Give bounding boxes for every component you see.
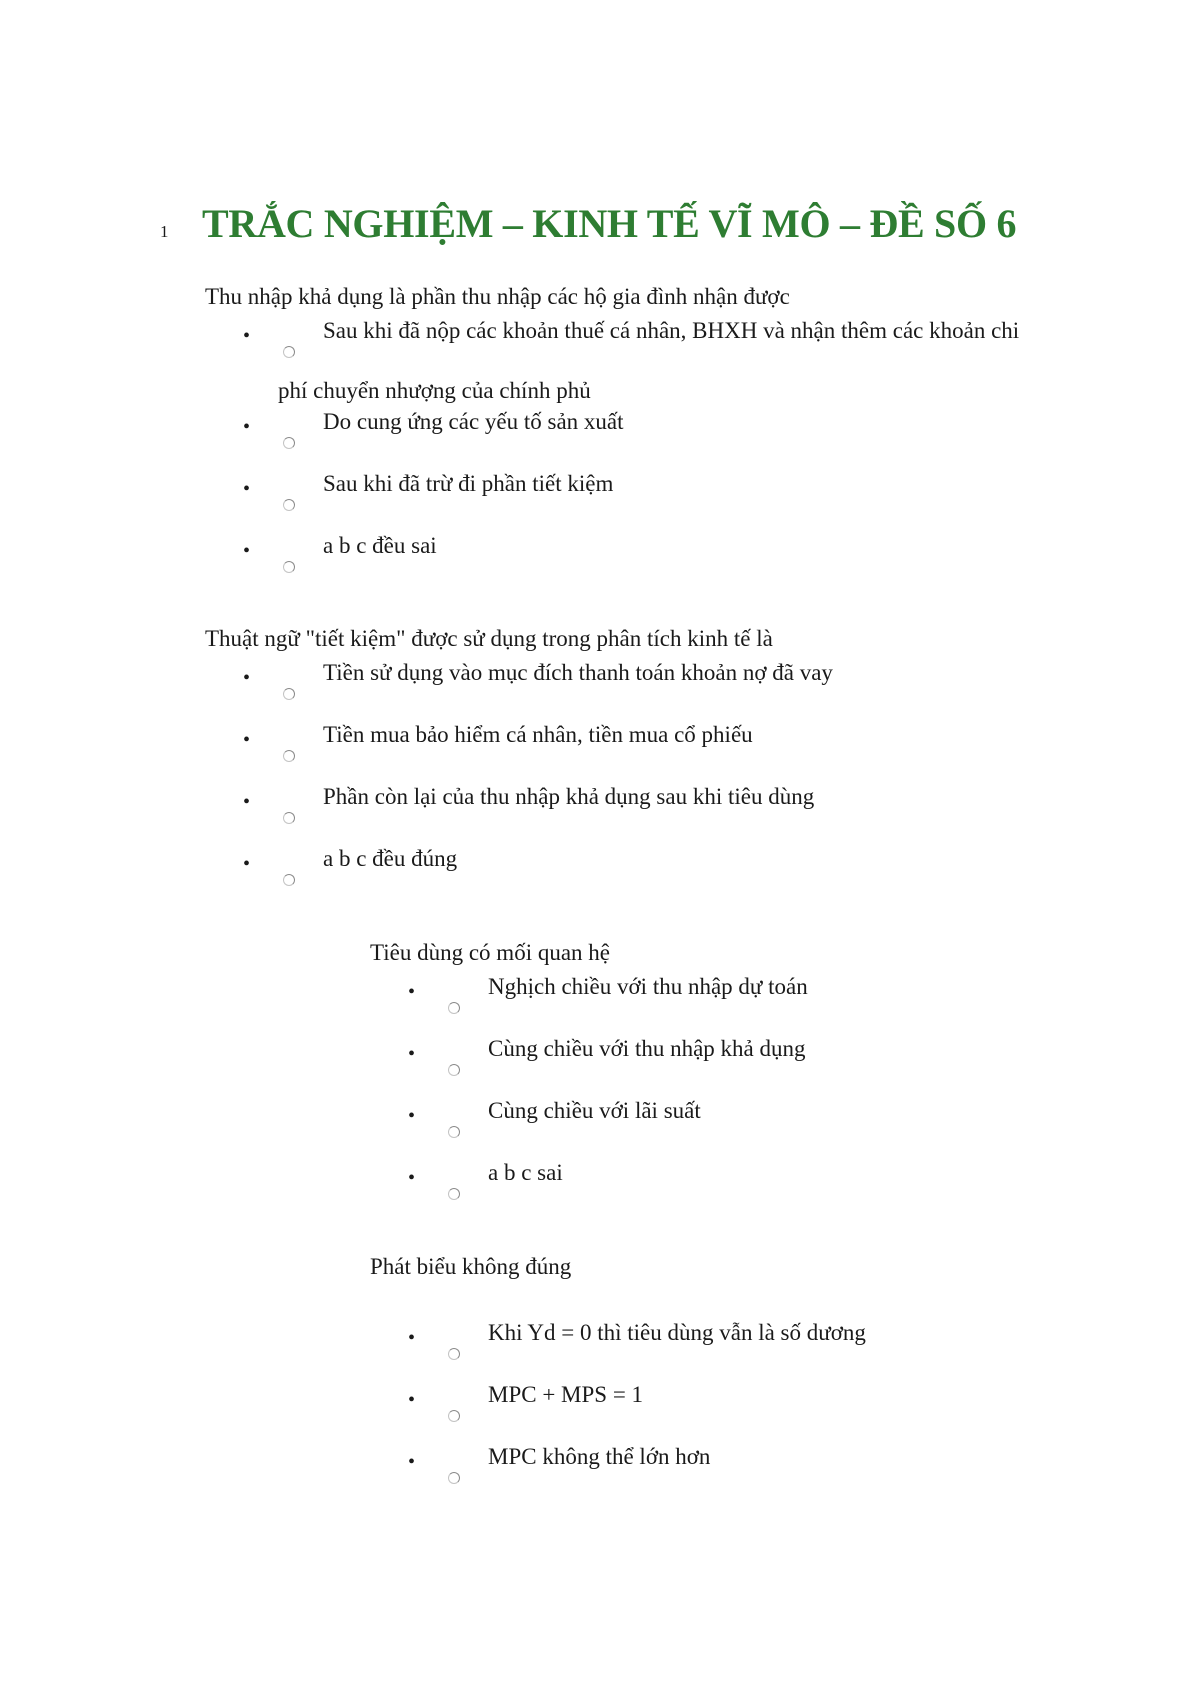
bullet-icon: •	[408, 1105, 416, 1127]
option-label: Cùng chiều với lãi suất	[488, 1098, 701, 1123]
option-label: a b c sai	[488, 1160, 563, 1185]
bullet-icon: •	[408, 1389, 416, 1411]
radio-button-icon[interactable]	[448, 1348, 460, 1360]
radio-button-icon[interactable]	[448, 1002, 460, 1014]
bullet-icon: •	[243, 325, 251, 347]
option-label: Phần còn lại của thu nhập khả dụng sau khi tiêu dùng	[323, 784, 815, 809]
bullet-icon: •	[243, 416, 251, 438]
option-label: Tiền mua bảo hiểm cá nhân, tiền mua cổ phiếu	[323, 722, 753, 747]
bullet-icon: •	[243, 540, 251, 562]
bullet-icon: •	[243, 667, 251, 689]
question-3-text: Tiêu dùng có mối quan hệ	[370, 940, 610, 965]
radio-button-icon[interactable]	[283, 812, 295, 824]
option-label: Cùng chiều với thu nhập khả dụng	[488, 1036, 806, 1061]
page-title: TRẮC NGHIỆM – KINH TẾ VĨ MÔ – ĐỀ SỐ 6	[202, 201, 1017, 246]
option-label: Sau khi đã nộp các khoản thuế cá nhân, BHXH và nhận thêm các khoản chi	[323, 318, 1020, 343]
radio-button-icon[interactable]	[448, 1064, 460, 1076]
bullet-icon: •	[243, 853, 251, 875]
bullet-icon: •	[408, 1043, 416, 1065]
radio-button-icon[interactable]	[448, 1410, 460, 1422]
question-2-text: Thuật ngữ "tiết kiệm" được sử dụng trong phân tích kinh tế là	[205, 626, 773, 651]
option-label: MPC + MPS = 1	[488, 1382, 644, 1407]
option-label: MPC không thể lớn hơn	[488, 1444, 711, 1469]
radio-button-icon[interactable]	[283, 346, 295, 358]
bullet-icon: •	[408, 1327, 416, 1349]
option-label: a b c đều đúng	[323, 846, 458, 871]
option-label: Tiền sử dụng vào mục đích thanh toán khoản nợ đã vay	[323, 660, 833, 685]
radio-button-icon[interactable]	[283, 874, 295, 886]
bullet-icon: •	[243, 791, 251, 813]
question-1-text: Thu nhập khả dụng là phần thu nhập các hộ gia đình nhận được	[205, 284, 790, 309]
question-4-text: Phát biểu không đúng	[370, 1254, 572, 1279]
radio-button-icon[interactable]	[283, 437, 295, 449]
radio-button-icon[interactable]	[283, 499, 295, 511]
radio-button-icon[interactable]	[448, 1472, 460, 1484]
radio-button-icon[interactable]	[283, 688, 295, 700]
radio-button-icon[interactable]	[283, 561, 295, 573]
option-label: Sau khi đã trừ đi phần tiết kiệm	[323, 471, 614, 496]
option-label: Nghịch chiều với thu nhập dự toán	[488, 974, 808, 999]
option-label: Do cung ứng các yếu tố sản xuất	[323, 409, 624, 434]
bullet-icon: •	[408, 1167, 416, 1189]
heading-number: 1	[160, 222, 169, 241]
bullet-icon: •	[408, 981, 416, 1003]
bullet-icon: •	[243, 729, 251, 751]
option-label-continued: phí chuyển nhượng của chính phủ	[278, 378, 591, 403]
radio-button-icon[interactable]	[448, 1126, 460, 1138]
radio-button-icon[interactable]	[283, 750, 295, 762]
bullet-icon: •	[243, 478, 251, 500]
option-label: a b c đều sai	[323, 533, 437, 558]
radio-button-icon[interactable]	[448, 1188, 460, 1200]
bullet-icon: •	[408, 1451, 416, 1473]
option-label: Khi Yd = 0 thì tiêu dùng vẫn là số dương	[488, 1320, 866, 1345]
